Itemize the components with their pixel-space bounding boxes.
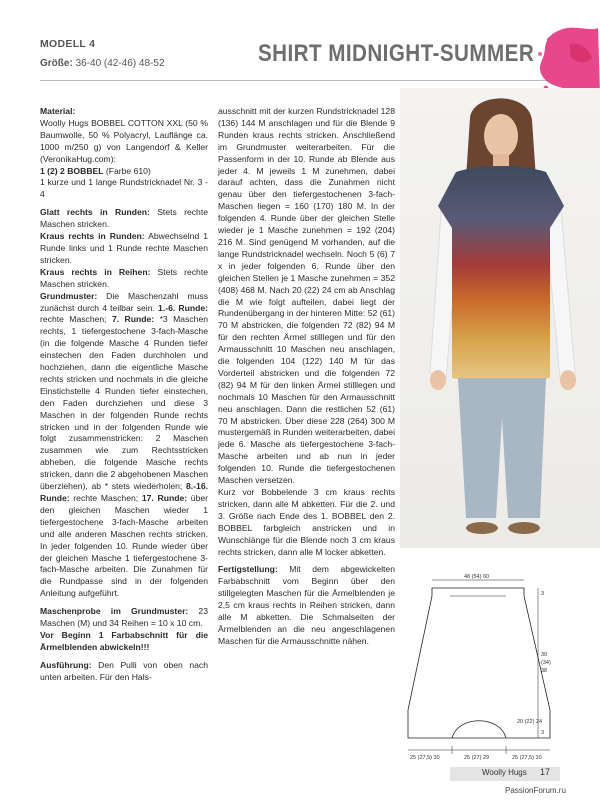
- kraus-runden-heading: Kraus rechts in Runden:: [40, 231, 145, 242]
- round-8-16-heading: 8.-16. Runde:: [40, 481, 208, 503]
- page-number: 17: [540, 767, 551, 777]
- footer-brand: Woolly Hugs: [482, 768, 527, 777]
- dim-right-low: 3: [541, 730, 545, 736]
- paint-splash-decoration: [530, 24, 600, 98]
- size-label: Größe:: [40, 58, 73, 69]
- kraus-reihen-text: Stets rechte Maschen stricken.: [40, 266, 208, 289]
- grundmuster-heading: Grundmuster:: [40, 290, 98, 301]
- dim-bottom-mid: 25 (27) 29: [464, 755, 490, 760]
- ausfuehrung-continued: ausschnitt mit der kurzen Rundstricknadel 128 (136) 144 M anschlagen und für die Blende 9 Runden kraus rechts stricken. Anschließend im Grundmuster weiterarbeiten. Für die Passenform in der 10. Runde ab Blende aus jeder 4. M jeweils 1 M zunehmen, dabei darauf achten, dass die Zunahmen nicht genau über den tiefergestochenen 3-fach-Maschen liegen = 160 (170) 180 M. In der folgenden 4. Runde über der gleichen Stelle wieder je 1 Masche zunehmen = 192 (204) 216 M. Sind genügend M vorhanden, auf die lange Rundstricknadel wechseln. Noch 5 (6) 7 x in jeder folgenden 6. Runde über den gleichen Stellen je 1 Masche zunehmen = 352 (408) 468 M. Nach 20 (22) 24 cm ab Anschlag die M wie folgt aufteilen, dabei liegt der Rundenübergang in der hinteren Mitte: 52 (61) 70 M abstricken, die folgenden 72 (82) 94 M für den rechten Ärmel stilllegen und für den Armausschnitt 10 Maschen neu anschlagen, die folgenden 104 (122) 140 M für das Vorderteil abstricken und die folgenden 72 (82) 94 M für den linken Ärmel stilllegen und nochmals 10 Maschen für den Armausschnitt neu anschlagen. Dann die restlichen 52 (61) 70 M abstricken. Über diese 228 (264) 300 M mustergemäß in Runden weiterarbeiten, dabei jede 6. Masche als tiefergestochene 3-fach-Masche arbeiten und ab nun in jeder folgenden 10. Runde die tiefergestochenen Maschen versetzen.: [218, 106, 395, 486]
- ausfuehrung-text: Den Pulli von oben nach unten arbeiten. Für den Hals-: [40, 659, 208, 682]
- instructions-column-1: [40, 106, 208, 684]
- size-value: 36-40 (42-46) 48-52: [75, 58, 165, 69]
- instructions-column-2: [218, 106, 395, 648]
- dim-angled: 20 (22) 24: [517, 719, 543, 725]
- fertigstellung-text: Mit dem abgewickelten Farbabschnitt vom Beginn über den stillgelegten Maschen für die Ärmelblenden je 2,5 cm kraus rechts in Reihen stricken, dann alle M abketten. Die Schmalseiten der Ärmelblenden an die neu angeschlagenen Maschen für die Armausschnitte nähen.: [218, 564, 395, 646]
- dim-right-mid-3: 38: [541, 668, 548, 674]
- glatt-heading: Glatt rechts in Runden:: [40, 207, 150, 218]
- fertigstellung-heading: Fertigstellung:: [218, 564, 278, 575]
- abwickeln-note: Vor Beginn 1 Farbabschnitt für die Ärmelblenden abwickeln!!!: [40, 629, 208, 652]
- watermark: PassionForum.ru: [505, 786, 566, 795]
- ausfuehrung-heading: Ausführung:: [40, 659, 92, 670]
- round-8-16-text: rechte Maschen;: [69, 493, 139, 503]
- maschenprobe-heading: Maschenprobe im Grundmuster:: [40, 606, 189, 617]
- dim-bottom-right: 25 (27,5) 30: [512, 755, 542, 760]
- bobbel-end-text: Kurz vor Bobbelende 3 cm kraus rechts stricken, dann alle M abketten. Für die 2. und 3. Größe nach Ende des 1. BOBBEL den 2. BOBBEL farbgleich anstricken und in Wunschlänge für die Blende noch 3 cm kraus rechts stricken, dann alle M locker abketten.: [218, 487, 395, 557]
- glatt-text: Stets rechte Maschen stricken.: [40, 207, 208, 230]
- material-color-amount: 1 (2) 2 BOBBEL: [40, 165, 104, 176]
- size-line: [40, 58, 165, 69]
- kraus-runden-text: Abwechselnd 1 Runde links und 1 Runde rechte Maschen stricken.: [40, 231, 208, 265]
- grundmuster-text: Die Maschenzahl muss zunächst durch 4 teilbar sein.: [40, 290, 208, 313]
- header-divider: [40, 80, 560, 81]
- material-color-rest: (Farbe 610): [103, 165, 151, 176]
- material-needles: 1 kurze und 1 lange Rundstricknadel Nr. 3 - 4: [40, 177, 208, 200]
- round-1-6-text: rechte Maschen;: [40, 314, 107, 325]
- dim-right-top: 3: [541, 591, 545, 597]
- dim-right-mid-2: (34): [541, 660, 551, 666]
- round-17-heading: 17. Runde:: [138, 493, 188, 503]
- dim-top: 48 (54) 60: [464, 574, 490, 580]
- maschenprobe-text: 23 Maschen (M) und 34 Reihen = 10 x 10 cm.: [40, 606, 208, 629]
- material-text: Woolly Hugs BOBBEL COTTON XXL (50 % Baumwolle, 50 % Polyacryl, Lauflänge ca. 1000 m/250 g) von Langendorf & Keller (VeronikaHug.com):: [40, 117, 208, 164]
- page-title: SHIRT MIDNIGHT-SUMMER: [257, 40, 534, 67]
- round-1-6-heading: 1.-6. Runde:: [158, 302, 208, 313]
- model-photo: [400, 88, 600, 548]
- model-label: MODELL 4: [40, 38, 96, 50]
- round-7-text: *3 Maschen rechts, 1 tiefergestochene 3-fach-Masche (in die folgende Masche 4 Runden tiefer einstechen den Faden durchholen und hochziehen, dann die eigentliche Masche rechts stricken und nochmals in die gleiche Einstichstelle 4 Runden tiefer einstechen, den Faden durchziehen und diese 3 Maschen in der folgenden Runde rechts stricken und in der folgenden Runde wie folgt zusammenstricken: 2 Maschen zusammen wie zum Rechtsstricken abheben, die folgende Masche rechts stricken, dann die 2 abgehobenen Maschen überziehen), ab * stets wiederholen;: [40, 314, 208, 492]
- garment-schematic: [400, 560, 572, 760]
- dim-right-mid: 30: [541, 652, 548, 658]
- round-17-text: über den gleichen Maschen wieder 1 tiefergestochene 3-fach-Masche arbeiten und alle anderen Maschen rechts stricken. In jeder folgenden 10. Runde wieder über der gleichen Masche 1 tiefergestochene 3-fach-Masche arbeiten. Die Zunahmen für die Rundpasse sind in der folgenden Anleitung aufgeführt.: [40, 493, 208, 599]
- kraus-reihen-heading: Kraus rechts in Reihen:: [40, 266, 151, 277]
- dim-bottom-left: 25 (27,5) 30: [410, 755, 440, 760]
- round-7-heading: 7. Runde:: [106, 314, 155, 325]
- material-heading: Material:: [40, 106, 76, 116]
